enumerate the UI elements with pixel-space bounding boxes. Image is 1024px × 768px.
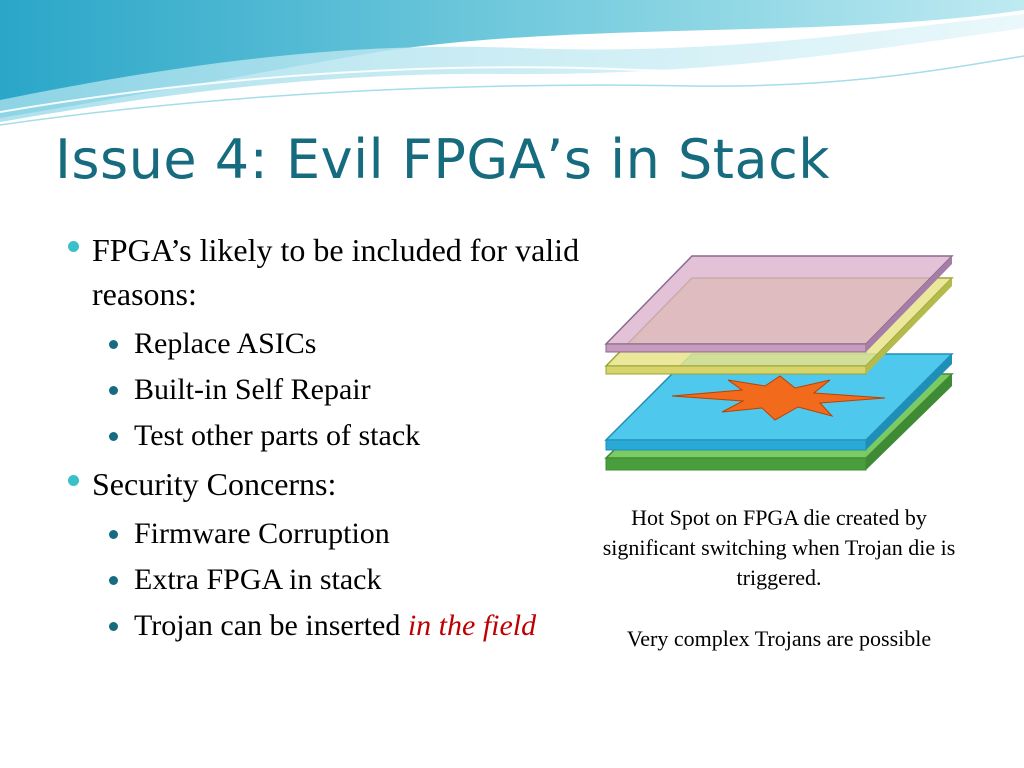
illustration-caption — [598, 503, 960, 654]
caption-complex-trojans: Very complex Trojans are possible — [626, 626, 932, 651]
bullet-text: FPGA’s likely to be included for valid reasons: — [92, 232, 580, 312]
slide-title: Issue 4: Evil FPGA’s in Stack — [55, 128, 831, 191]
caption-hot-spot: Hot Spot on FPGA die created by significant switching when Trojan die is triggered. — [602, 505, 956, 590]
bullet-fpga-reasons — [62, 228, 582, 316]
emphasis-text: in the field — [407, 609, 537, 642]
sub-bullet-extra-fpga: Extra FPGA in stack — [62, 560, 582, 600]
die-stack-illustration — [600, 250, 960, 480]
sub-bullet-replace-asics: Replace ASICs — [62, 324, 582, 364]
sub-bullet-text: Trojan can be inserted — [134, 609, 408, 642]
header-wave-decoration — [0, 0, 1024, 130]
sub-bullet-self-repair: Built-in Self Repair — [62, 370, 582, 410]
sub-bullet-firmware-corruption: Firmware Corruption — [62, 514, 582, 554]
bullet-list — [62, 228, 582, 652]
bullet-text: Security Concerns: — [92, 466, 337, 502]
bullet-security-concerns — [62, 462, 582, 506]
sub-bullet-test-stack: Test other parts of stack — [62, 416, 582, 456]
sub-bullet-trojan-inserted — [62, 606, 582, 646]
